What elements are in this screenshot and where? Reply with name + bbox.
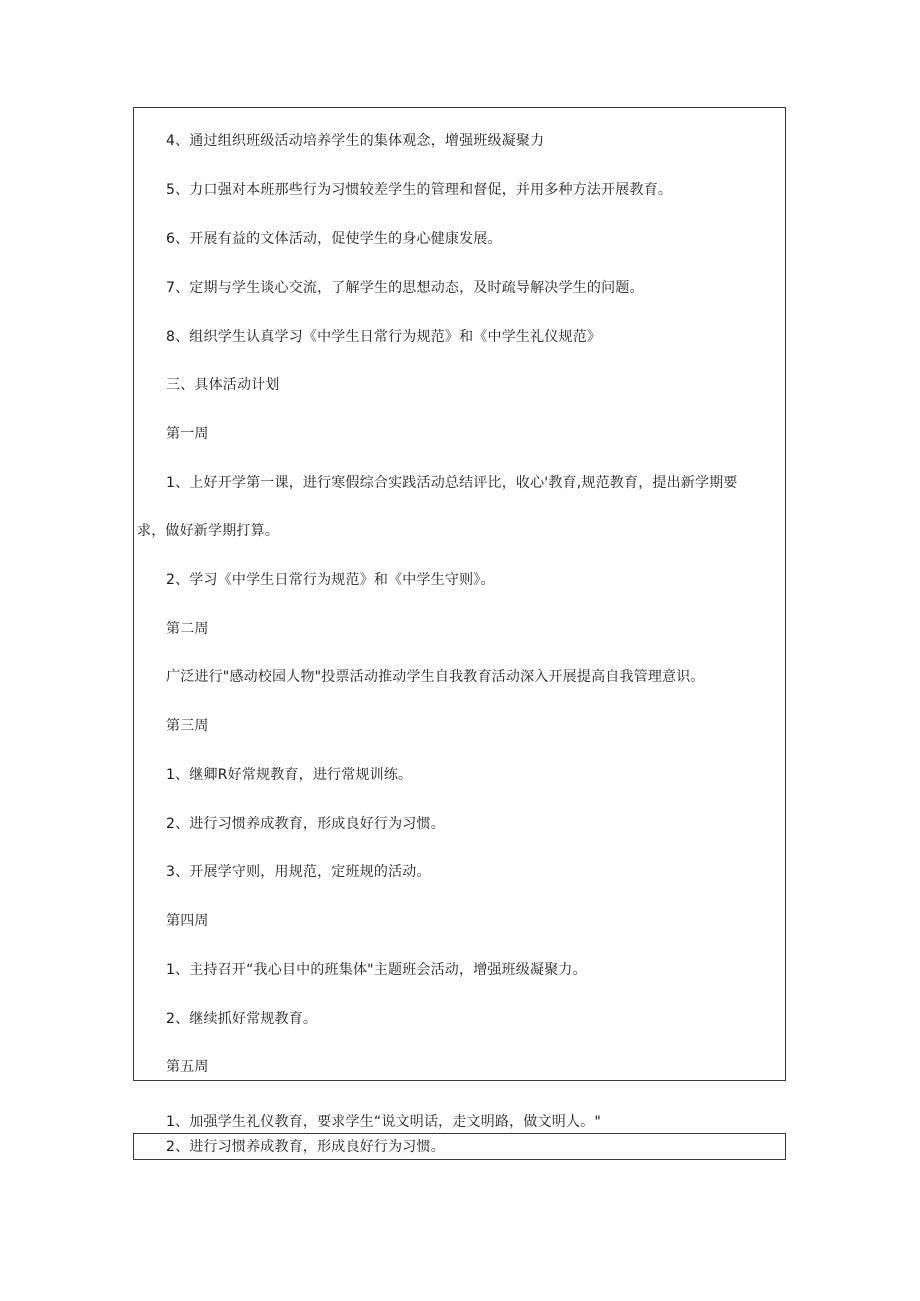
week-3-item-3: 3、开展学守则，用规范，定班规的活动。 <box>166 864 431 880</box>
item-6: 6、开展有益的文体活动，促使学生的身心健康发展。 <box>166 231 502 247</box>
week-5-heading: 第五周 <box>166 1059 209 1075</box>
week-4-item-2: 2、继续抓好常规教育。 <box>166 1011 318 1027</box>
item-8: 8、组织学生认真学习《中学生日常行为规范》和《中学生礼仪规范》 <box>166 329 602 345</box>
item-4: 4、通过组织班级活动培养学生的集体观念，增强班级凝聚力 <box>166 133 545 149</box>
week-3-heading: 第三周 <box>166 718 209 734</box>
week-1-item-1: 1、上好开学第一课，进行寒假综合实践活动总结评比，收心'教育,规范教育，提出新学期要 <box>166 475 738 491</box>
week-2-heading: 第二周 <box>166 621 209 637</box>
week-4-item-1: 1、主持召开“我心目中的班集体"主题班会活动，增强班级凝聚力。 <box>166 962 587 978</box>
week-3-item-1: 1、继卿R好常规教育，进行常规训练。 <box>166 767 413 783</box>
content-frame <box>133 107 786 1081</box>
week-1-item-1-cont: 求，做好新学期打算。 <box>137 523 279 539</box>
week-5-item-1: 1、加强学生礼仪教育，要求学生“说文明话，走文明路，做文明人。" <box>166 1114 601 1130</box>
week-4-heading: 第四周 <box>166 913 209 929</box>
week-5-item-2: 2、进行习惯养成教育，形成良好行为习惯。 <box>166 1139 445 1155</box>
item-7: 7、定期与学生谈心交流，了解学生的思想动态，及时疏导解决学生的问题。 <box>166 280 644 296</box>
week-3-item-2: 2、进行习惯养成教育，形成良好行为习惯。 <box>166 816 445 832</box>
item-5: 5、力口强对本班那些行为习惯较差学生的管理和督促，并用多种方法开展教育。 <box>166 182 673 198</box>
section-heading: 三、具体活动计划 <box>166 377 280 393</box>
week-2-item: 广泛进行"感动校园人物"投票活动推动学生自我教育活动深入开展提高自我管理意识。 <box>166 669 705 685</box>
week-1-item-2: 2、学习《中学生日常行为规范》和《中学生守则》。 <box>166 572 495 588</box>
week-1-heading: 第一周 <box>166 426 209 442</box>
